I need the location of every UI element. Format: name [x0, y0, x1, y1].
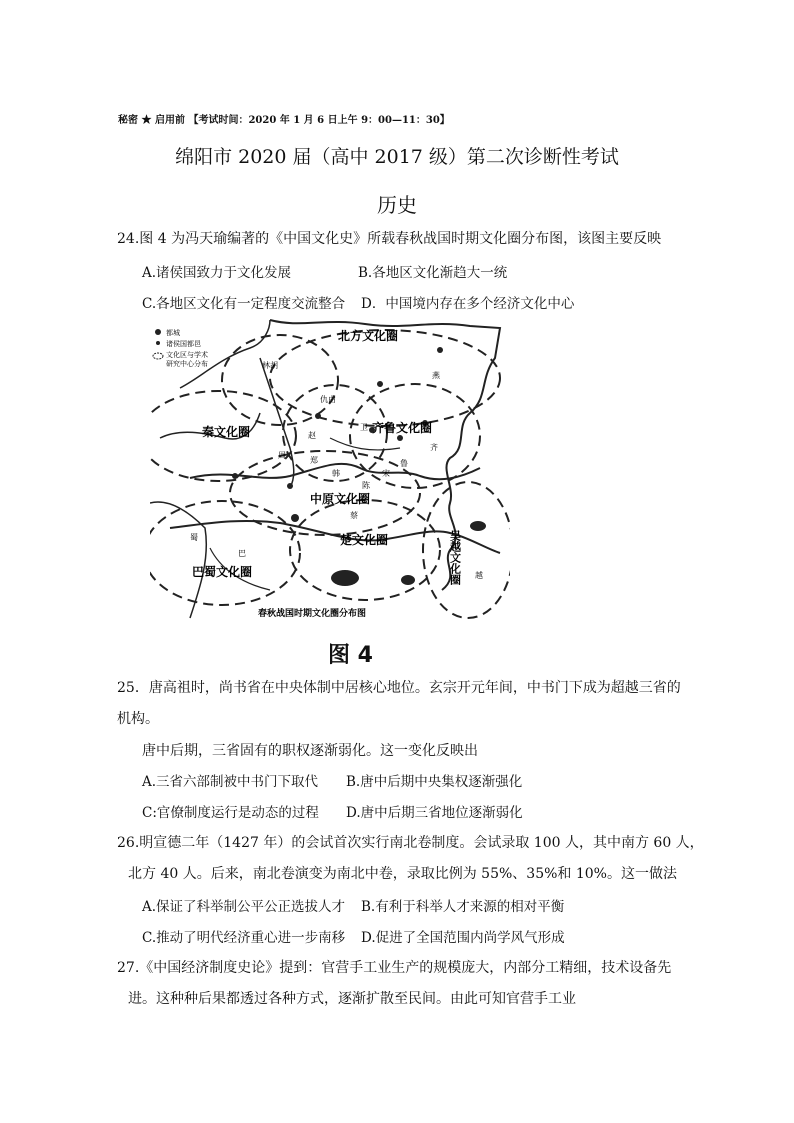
- legend-center-1: 文化区与学术: [166, 351, 208, 359]
- option-b: B.唐中后期中央集权逐渐强化: [346, 774, 523, 790]
- exam-title: 绵阳市 2020 届（高中 2017 级）第二次诊断性考试: [175, 146, 619, 168]
- label-qilu: 齐鲁文化圈: [372, 421, 433, 435]
- label-wuyue: 吴越文化圈: [448, 530, 462, 585]
- city-dot: [232, 473, 238, 479]
- question-stem: 北方 40 人。后来，南北卷演变为南北中卷，录取比例为 55%、35%和 10%。这一做法: [128, 866, 677, 882]
- question-stem: 26.明宣德二年（1427 年）的会试首次实行南北卷制度。会试录取 100 人，其中南方 60 人，: [117, 835, 704, 851]
- option-b: B.有利于科举人才来源的相对平衡: [361, 899, 565, 915]
- subject-title: 历史: [377, 193, 417, 217]
- map-legend: [153, 328, 208, 368]
- question-stem: 27.《中国经济制度史论》提到：官营手工业生产的规模庞大，内部分工精细，技术设备先: [117, 960, 672, 976]
- option-c: C.各地区文化有一定程度交流整合: [142, 296, 346, 312]
- question-stem: 机构。: [117, 711, 159, 727]
- place-label: 陈: [362, 481, 370, 490]
- option-d: D.促进了全国范围内尚学风气形成: [361, 930, 565, 946]
- label-chu: 楚文化圈: [340, 533, 389, 547]
- question-stem: 24.图 4 为冯天瑜编著的《中国文化史》所载春秋战国时期文化圈分布图，该图主要反映: [117, 231, 662, 247]
- legend-center-2: 研究中心分布: [166, 360, 208, 368]
- place-label: 巴: [238, 549, 246, 558]
- map-caption: 春秋战国时期文化圈分布图: [258, 609, 367, 619]
- place-label: 卫: [360, 423, 368, 432]
- city-dot: [377, 381, 383, 387]
- legend-capital: 都城: [166, 329, 180, 337]
- option-c: C:官僚制度运行是动态的过程: [142, 805, 319, 821]
- option-c: C.推动了明代经济重心进一步南移: [142, 930, 346, 946]
- question-stem: 唐中后期，三省固有的职权逐渐弱化。这一变化反映出: [142, 743, 478, 759]
- city-dot: [287, 483, 293, 489]
- river: [330, 438, 400, 450]
- option-b: B.各地区文化渐趋大一统: [358, 265, 508, 281]
- city-dot: [291, 514, 299, 522]
- place-label: 林胡: [262, 361, 278, 370]
- map-svg: [150, 318, 510, 630]
- option-a: A.保证了科举制公平公正选拔人才: [142, 899, 346, 915]
- place-label: 燕: [432, 371, 440, 380]
- place-label: 赵: [308, 431, 316, 440]
- lake: [331, 570, 359, 586]
- label-qin: 秦文化圈: [202, 425, 251, 439]
- linhu-circle: [222, 335, 338, 425]
- question-stem: 25．唐高祖时，尚书省在中央体制中居核心地位。玄宗开元年间，中书门下成为超越三省的: [117, 680, 681, 696]
- question-stem: 进。这种种后果都透过各种方式，逐渐扩散至民间。由此可知官营手工业: [128, 991, 576, 1007]
- place-label: 周: [278, 451, 286, 460]
- option-d: D.唐中后期三省地位逐渐弱化: [346, 805, 523, 821]
- label-north: 北方文化圈: [338, 329, 399, 343]
- place-label: 郑: [310, 456, 318, 465]
- legend-state-city: 诸侯国都邑: [166, 340, 201, 348]
- label-bashu: 巴蜀文化圈: [192, 565, 253, 579]
- lake: [401, 575, 415, 585]
- lake: [470, 521, 486, 531]
- option-a: A.诸侯国致力于文化发展: [142, 265, 292, 281]
- place-label: 韩: [332, 469, 340, 478]
- place-label: 宋: [382, 469, 390, 478]
- city-dot: [397, 435, 403, 441]
- place-label: 越: [475, 571, 483, 580]
- place-label: 蜀: [190, 533, 198, 542]
- option-a: A.三省六部制被中书门下取代: [142, 774, 319, 790]
- place-label: 仇由: [320, 395, 336, 404]
- coastline: [270, 320, 500, 590]
- bashu-circle: [150, 501, 300, 605]
- chu-circle: [290, 500, 440, 600]
- wuyue-circle: [423, 482, 510, 618]
- city-dot: [315, 413, 321, 419]
- place-label: 齐: [430, 443, 438, 452]
- city-dot: [437, 347, 443, 353]
- place-label: 蔡: [350, 511, 358, 520]
- confidential-line: 秘密 ★ 启用前 【考试时间：2020 年 1 月 6 日上午 9：00—11：30】: [118, 115, 450, 126]
- north-circle: [270, 330, 500, 426]
- option-d: D．中国境内存在多个经济文化中心: [361, 296, 575, 312]
- figure-label: 图 4: [328, 643, 373, 668]
- label-zhongyuan: 中原文化圈: [310, 492, 371, 506]
- place-label: 鲁: [400, 459, 408, 468]
- culture-circle-map: [150, 318, 510, 630]
- region-border: [150, 502, 206, 618]
